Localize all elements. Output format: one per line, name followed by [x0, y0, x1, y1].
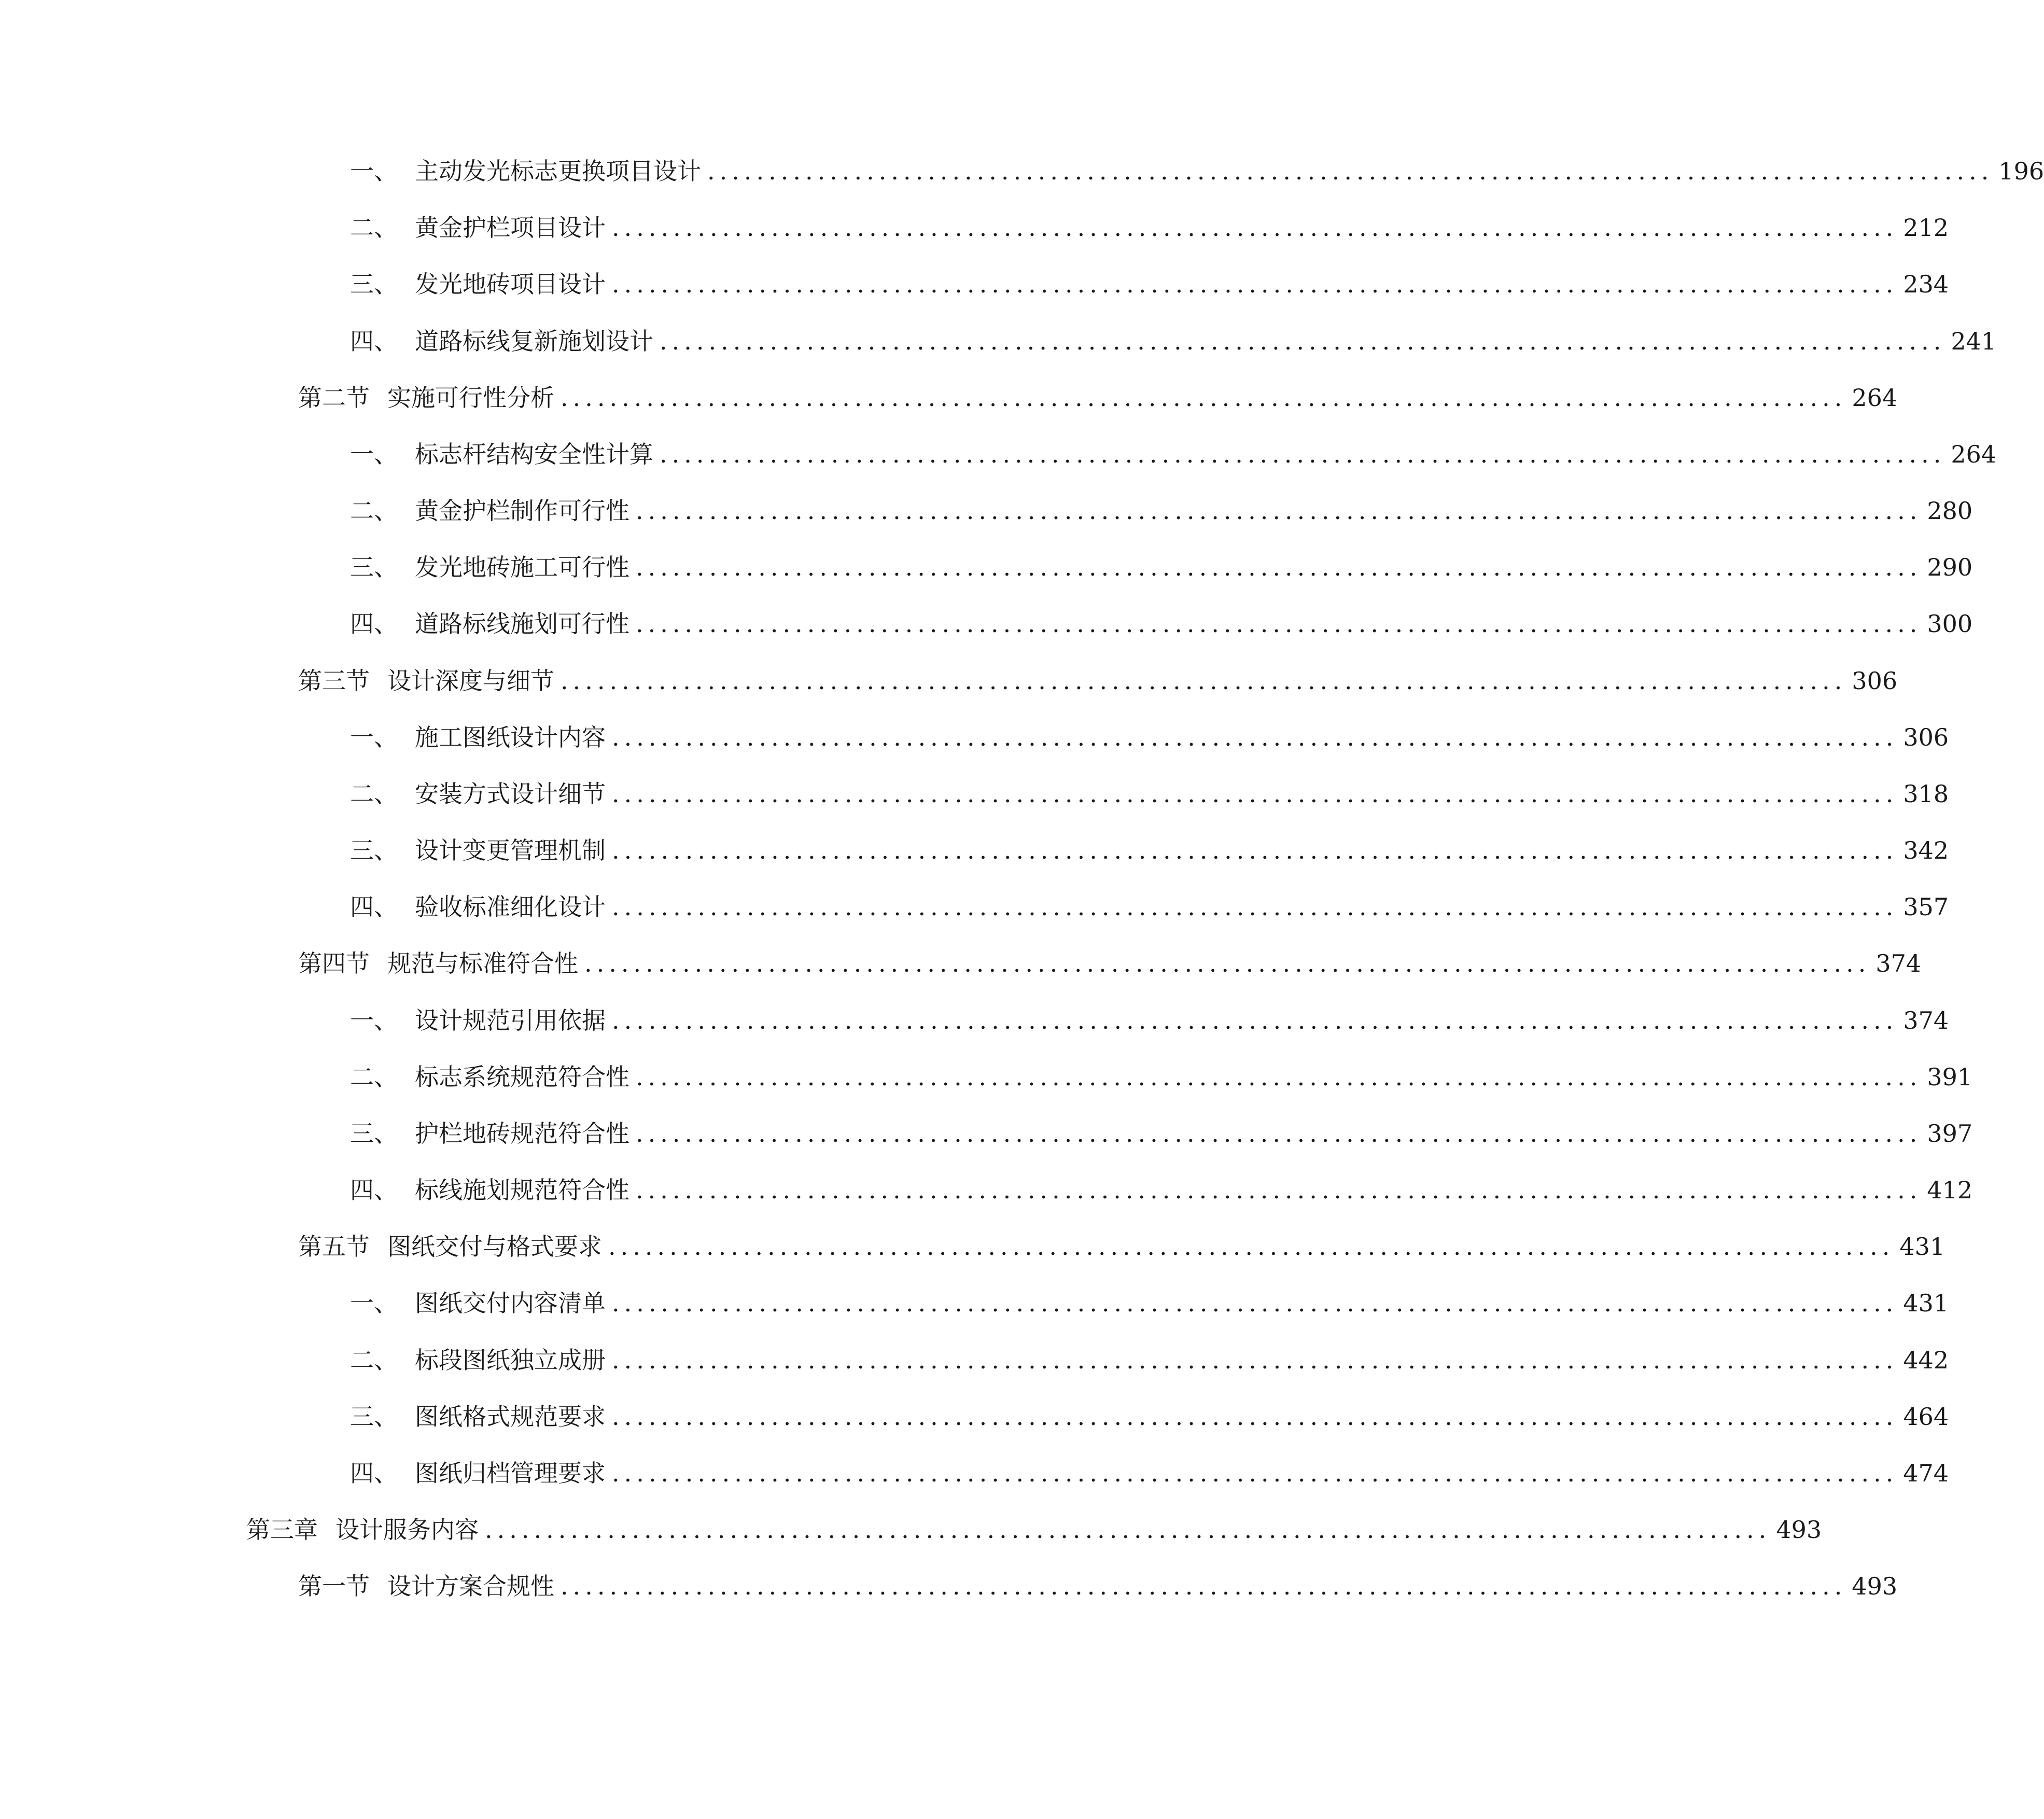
dot-leader: ......................................................................................................... [612, 836, 1898, 864]
toc-entry-number: 三、 [350, 1403, 398, 1431]
toc-entry[interactable] [350, 1455, 1949, 1491]
dot-leader: ......................................................................................................... [561, 1572, 1847, 1600]
toc-entry-title: 标志系统规范符合性 [415, 1063, 629, 1091]
toc-entry-title: 发光地砖施工可行性 [415, 553, 629, 581]
toc-entry[interactable] [350, 889, 1949, 925]
toc-entry-page: 474 [1903, 1459, 1949, 1487]
dot-leader: ......................................................................................................... [707, 157, 1994, 185]
toc-entry-title: 标志杆结构安全性计算 [415, 440, 653, 468]
toc-entry-number: 二、 [350, 214, 398, 242]
toc-entry-page: 442 [1903, 1346, 1949, 1374]
dot-leader: ......................................................................................................... [612, 1459, 1898, 1487]
toc-entry[interactable] [350, 606, 1973, 642]
dot-leader: ......................................................................................................... [612, 1346, 1898, 1374]
toc-entry-number: 二、 [350, 497, 398, 525]
toc-entry-number: 四、 [350, 327, 398, 355]
toc-entry-title: 图纸交付内容清单 [415, 1289, 606, 1317]
dot-leader: ......................................................................................................... [612, 270, 1898, 298]
toc-entry[interactable] [350, 1172, 1973, 1208]
toc-entry-title: 验收标准细化设计 [415, 893, 606, 921]
toc-entry[interactable] [298, 1228, 1945, 1265]
toc-entry[interactable] [350, 436, 1997, 472]
toc-entry-number: 四、 [350, 610, 398, 638]
toc-entry-title: 实施可行性分析 [387, 384, 554, 412]
dot-leader: ......................................................................................................... [636, 497, 1922, 525]
toc-entry-title: 主动发光标志更换项目设计 [415, 157, 701, 185]
dot-leader: ......................................................................................................... [636, 553, 1922, 581]
dot-leader: ......................................................................................................... [612, 214, 1898, 242]
dot-leader: ......................................................................................................... [636, 1120, 1922, 1148]
toc-entry-page: 264 [1852, 384, 1898, 412]
toc-entry-page: 318 [1903, 780, 1949, 808]
toc-entry-page: 300 [1927, 610, 1973, 638]
toc-entry-title: 图纸交付与格式要求 [387, 1233, 602, 1261]
toc-entry[interactable] [350, 323, 1997, 359]
toc-entry-number: 三、 [350, 836, 398, 864]
toc-entry-number: 一、 [350, 1289, 398, 1317]
toc-entry-title: 图纸归档管理要求 [415, 1459, 606, 1487]
dot-leader: ......................................................................................................... [612, 780, 1898, 808]
toc-entry-page: 280 [1927, 497, 1973, 525]
toc-entry-title: 道路标线复新施划设计 [415, 327, 653, 355]
toc-entry-page: 374 [1875, 949, 1922, 977]
toc-entry[interactable] [350, 1059, 1973, 1095]
toc-entry-title: 规范与标准符合性 [387, 949, 578, 977]
toc-entry-title: 标线施划规范符合性 [415, 1176, 629, 1204]
toc-entry-title: 标段图纸独立成册 [415, 1346, 606, 1374]
toc-entry[interactable] [350, 493, 1973, 529]
dot-leader: ......................................................................................................... [660, 327, 1946, 355]
toc-entry[interactable] [350, 1115, 1973, 1152]
dot-leader: ......................................................................................................... [612, 1289, 1898, 1317]
toc-entry[interactable] [350, 776, 1949, 812]
toc-entry-page: 290 [1927, 553, 1973, 581]
toc-entry-number: 一、 [350, 440, 398, 468]
toc-entry-page: 196 [1998, 157, 2044, 185]
toc-entry-page: 391 [1927, 1063, 1973, 1091]
toc-entry-title: 施工图纸设计内容 [415, 723, 606, 751]
dot-leader: ......................................................................................................... [612, 1006, 1898, 1034]
toc-entry-title: 设计方案合规性 [387, 1572, 554, 1600]
toc-entry-page: 374 [1903, 1006, 1949, 1034]
toc-entry[interactable] [350, 549, 1973, 585]
toc-entry-title: 设计变更管理机制 [415, 836, 606, 864]
dot-leader: ......................................................................................................... [660, 440, 1946, 468]
toc-entry-number: 二、 [350, 1063, 398, 1091]
toc-entry-number: 一、 [350, 1006, 398, 1034]
dot-leader: ......................................................................................................... [561, 667, 1847, 695]
toc-entry-title: 发光地砖项目设计 [415, 270, 606, 298]
dot-leader: ......................................................................................................... [485, 1516, 1771, 1544]
toc-entry-number: 一、 [350, 723, 398, 751]
toc-entry-title: 黄金护栏制作可行性 [415, 497, 629, 525]
toc-entry-number: 四、 [350, 1176, 398, 1204]
toc-entry-title: 图纸格式规范要求 [415, 1403, 606, 1431]
dot-leader: ......................................................................................................... [612, 1403, 1898, 1431]
toc-entry[interactable] [350, 153, 2044, 189]
toc-entry-page: 493 [1852, 1572, 1898, 1600]
dot-leader: ......................................................................................................... [612, 893, 1898, 921]
toc-entry-number: 第一节 [298, 1572, 370, 1600]
toc-entry-number: 二、 [350, 780, 398, 808]
toc-entry[interactable] [350, 1002, 1949, 1039]
toc-entry-number: 三、 [350, 1120, 398, 1148]
toc-entry[interactable] [350, 1342, 1949, 1378]
toc-entry-page: 306 [1852, 667, 1898, 695]
toc-entry-page: 431 [1899, 1233, 1945, 1261]
toc-entry[interactable] [298, 945, 1922, 982]
toc-entry-number: 第三章 [246, 1516, 318, 1544]
dot-leader: ......................................................................................................... [608, 1233, 1895, 1261]
toc-entry-number: 第二节 [298, 384, 370, 412]
toc-entry-page: 412 [1927, 1176, 1973, 1204]
toc-entry-page: 397 [1927, 1120, 1973, 1148]
toc-entry-page: 357 [1903, 893, 1949, 921]
toc-entry[interactable] [298, 663, 1898, 699]
toc-entry-number: 第五节 [298, 1233, 370, 1261]
toc-entry-title: 设计深度与细节 [387, 667, 554, 695]
dot-leader: ......................................................................................................... [561, 384, 1847, 412]
toc-entry-number: 四、 [350, 893, 398, 921]
toc-entry-title: 设计服务内容 [335, 1516, 479, 1544]
toc-entry-number: 三、 [350, 270, 398, 298]
toc-entry-number: 第四节 [298, 949, 370, 977]
toc-entry-title: 设计规范引用依据 [415, 1006, 606, 1034]
toc-entry-number: 一、 [350, 157, 398, 185]
toc-entry-number: 第三节 [298, 667, 370, 695]
toc-entry[interactable] [350, 719, 1949, 755]
toc-entry-number: 四、 [350, 1459, 398, 1487]
toc-entry-page: 264 [1951, 440, 1997, 468]
dot-leader: ......................................................................................................... [636, 1063, 1922, 1091]
toc-entry[interactable] [350, 209, 1949, 246]
toc-entry-page: 431 [1903, 1289, 1949, 1317]
toc-entry-number: 二、 [350, 1346, 398, 1374]
toc-entry[interactable] [350, 1398, 1949, 1435]
toc-entry[interactable] [350, 1285, 1949, 1321]
toc-entry-page: 464 [1903, 1403, 1949, 1431]
toc-entry[interactable] [298, 380, 1898, 416]
toc-entry-title: 护栏地砖规范符合性 [415, 1120, 629, 1148]
toc-entry-page: 342 [1903, 836, 1949, 864]
toc-entry-page: 493 [1776, 1516, 1822, 1544]
toc-entry[interactable] [246, 1512, 1822, 1548]
dot-leader: ......................................................................................................... [636, 1176, 1922, 1204]
toc-entry-page: 306 [1903, 723, 1949, 751]
toc-entry-title: 安装方式设计细节 [415, 780, 606, 808]
dot-leader: ......................................................................................................... [612, 723, 1898, 751]
dot-leader: ......................................................................................................... [584, 949, 1871, 977]
toc-entry-page: 241 [1951, 327, 1997, 355]
toc-entry-title: 黄金护栏项目设计 [415, 214, 606, 242]
dot-leader: ......................................................................................................... [636, 610, 1922, 638]
toc-entry[interactable] [350, 832, 1949, 869]
toc-entry-number: 三、 [350, 553, 398, 581]
toc-entry-title: 道路标线施划可行性 [415, 610, 629, 638]
toc-entry[interactable] [298, 1568, 1898, 1604]
toc-entry[interactable] [350, 266, 1949, 302]
toc-entry-page: 234 [1903, 270, 1949, 298]
toc-entry-page: 212 [1903, 214, 1949, 242]
